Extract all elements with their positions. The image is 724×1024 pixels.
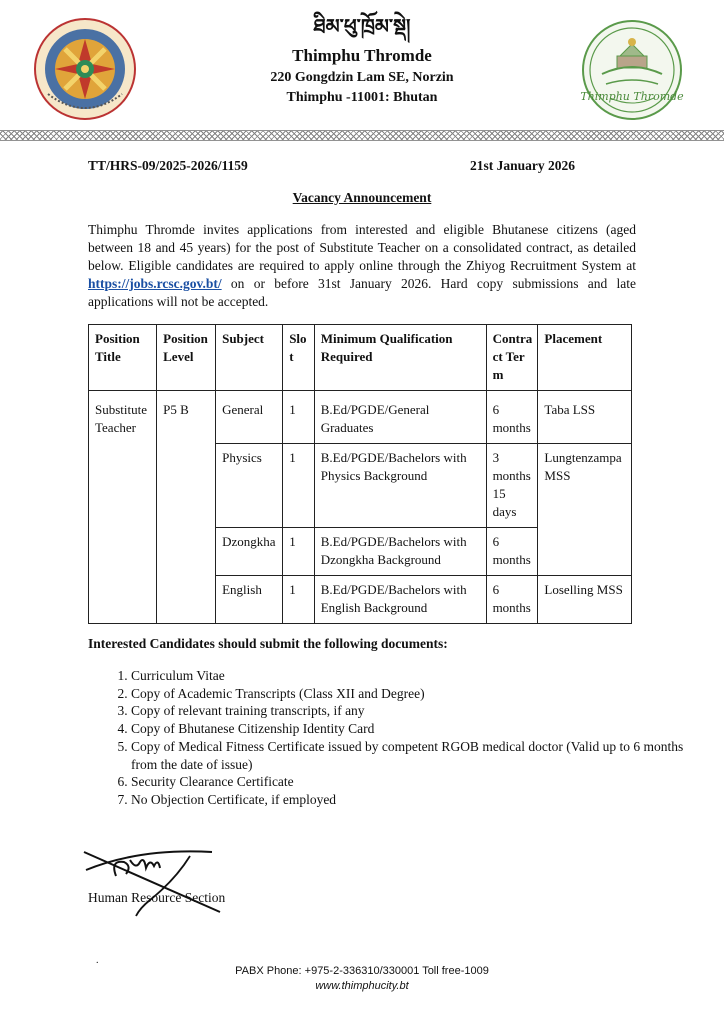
cell-slot: 1 xyxy=(283,391,315,444)
col-header-subject: Subject xyxy=(216,325,283,391)
footer xyxy=(0,964,724,994)
intro-text-end: on or before 31st January 2026. Hard copy submissions and late applications will not be accepted. xyxy=(88,276,636,309)
cell-slot: 1 xyxy=(283,576,315,624)
table-row xyxy=(89,391,632,444)
col-header-qualification: Minimum Qualification Required xyxy=(314,325,486,391)
vacancy-table xyxy=(88,324,632,624)
cell-slot: 1 xyxy=(283,444,315,528)
list-item: 3. Copy of relevant training transcripts, if any xyxy=(131,702,691,720)
org-name: Thimphu Thromde xyxy=(292,46,432,65)
list-item: 5. Copy of Medical Fitness Certificate issued by competent RGOB medical doctor (Valid up to 6 months from the date of issue) xyxy=(131,738,691,773)
cell-qualification: B.Ed/PGDE/Bachelors with English Background xyxy=(314,576,486,624)
org-name-dzongkha: ཐིམ་ཕུ་ཁྲོམ་སྡེ། xyxy=(313,14,411,38)
thromde-logo-icon xyxy=(580,18,684,122)
stray-mark: . xyxy=(96,955,99,966)
intro-text-start: Thimphu Thromde invites applications from interested and eligible Bhutanese citizens (aged between 18 and 45 years) for the post of Substitute Teacher on a consolidated contract, as detailed below. Eligible candidates are required to apply online through the Zhiyog Recruitment System at xyxy=(88,222,636,273)
list-item: 7. No Objection Certificate, if employed xyxy=(131,791,691,809)
cell-placement: Lungtenzampa MSS xyxy=(538,444,632,576)
documents-list xyxy=(88,667,691,809)
col-header-placement: Placement xyxy=(538,325,632,391)
cell-subject: Dzongkha xyxy=(216,528,283,576)
table-header-row xyxy=(89,325,632,391)
cell-term: 6 months xyxy=(486,391,538,444)
cell-subject: Physics xyxy=(216,444,283,528)
signatory-label: Human Resource Section xyxy=(88,890,226,905)
cell-term: 6 months xyxy=(486,528,538,576)
col-header-contract-term: Contract Term xyxy=(486,325,538,391)
footer-phone: PABX Phone: +975-2-336310/330001 Toll free-1009 xyxy=(235,965,489,977)
reference-number: TT/HRS-09/2025-2026/1159 xyxy=(88,158,248,173)
recruitment-link[interactable]: https://jobs.rcsc.gov.bt/ xyxy=(88,276,222,291)
documents-heading: Interested Candidates should submit the following documents: xyxy=(88,636,448,651)
signature-icon xyxy=(80,840,230,920)
decorative-border xyxy=(0,130,724,141)
cell-qualification: B.Ed/PGDE/General Graduates xyxy=(314,391,486,444)
cell-term: 6 months xyxy=(486,576,538,624)
address-line-1: 220 Gongdzin Lam SE, Norzin xyxy=(270,70,454,85)
letterhead xyxy=(180,12,544,106)
cell-subject: General xyxy=(216,391,283,444)
royal-emblem-icon xyxy=(30,14,140,124)
intro-paragraph xyxy=(88,221,636,311)
cell-qualification: B.Ed/PGDE/Bachelors with Physics Background xyxy=(314,444,486,528)
list-item: 1. Curriculum Vitae xyxy=(131,667,691,685)
cell-subject: English xyxy=(216,576,283,624)
cell-placement: Taba LSS xyxy=(538,391,632,444)
footer-website: www.thimphucity.bt xyxy=(315,980,409,992)
col-header-slot: Slot xyxy=(283,325,315,391)
list-item: 2. Copy of Academic Transcripts (Class XII and Degree) xyxy=(131,685,691,703)
cell-term: 3 months 15 days xyxy=(486,444,538,528)
page-title: Vacancy Announcement xyxy=(292,190,432,205)
cell-position-title: Substitute Teacher xyxy=(89,391,157,624)
col-header-position-title: Position Title xyxy=(89,325,157,391)
address-line-2: Thimphu -11001: Bhutan xyxy=(286,90,438,105)
list-item: 4. Copy of Bhutanese Citizenship Identity Card xyxy=(131,720,691,738)
letter-date: 21st January 2026 xyxy=(470,158,576,173)
cell-qualification: B.Ed/PGDE/Bachelors with Dzongkha Background xyxy=(314,528,486,576)
list-item: 6. Security Clearance Certificate xyxy=(131,773,691,791)
svg-text:Thimphu Thromde: Thimphu Thromde xyxy=(580,90,684,103)
cell-placement: Loselling MSS xyxy=(538,576,632,624)
cell-position-level: P5 B xyxy=(157,391,216,624)
col-header-position-level: Position Level xyxy=(157,325,216,391)
cell-slot: 1 xyxy=(283,528,315,576)
